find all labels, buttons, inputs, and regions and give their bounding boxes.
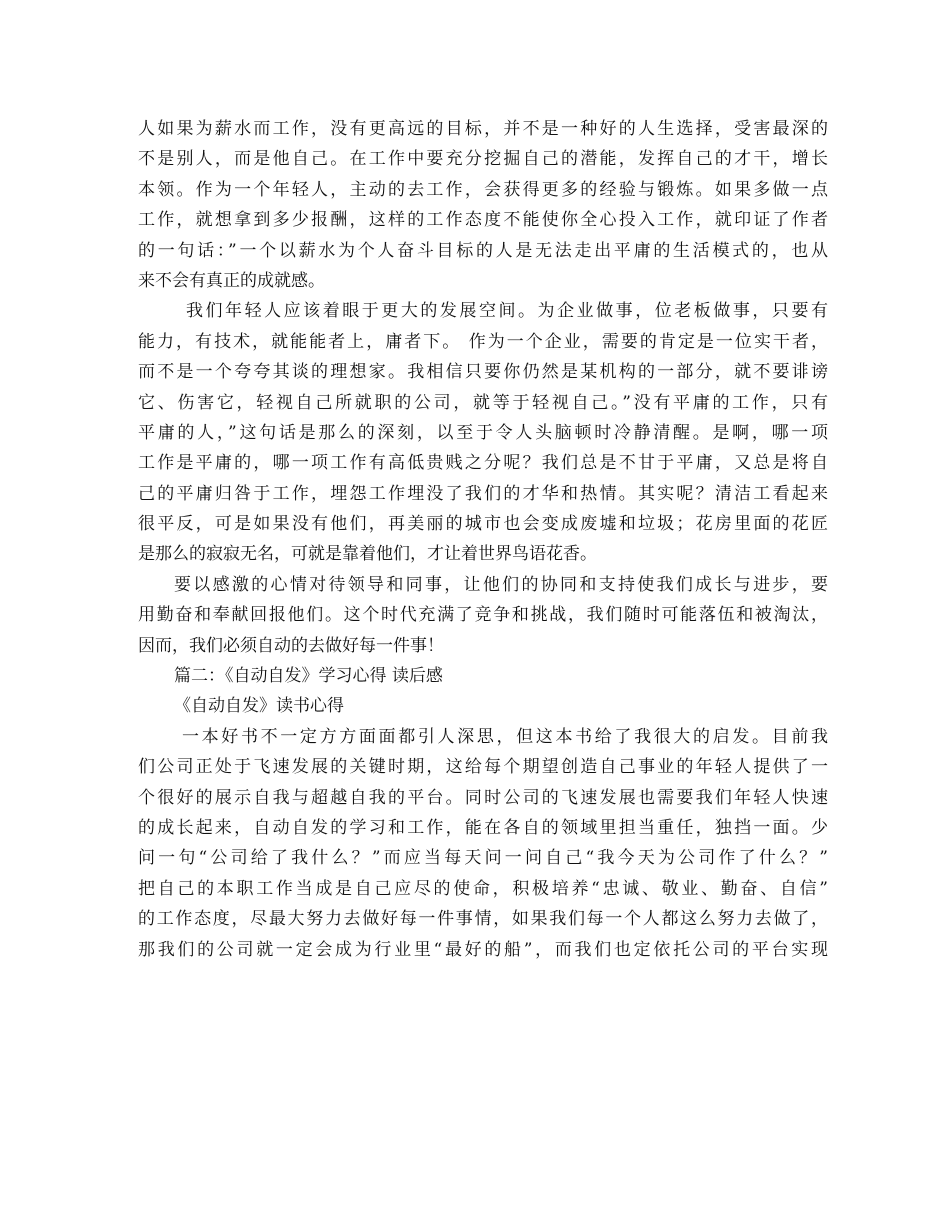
- text-line: 不是别人，而是他自己。在工作中要充分挖掘自己的潜能，发挥自己的才干，增长: [138, 149, 828, 170]
- text-line: 平庸的人，”这句话是那么的深刻，以至于令人头脑顿时冷静清醒。是啊，哪一项: [138, 422, 828, 443]
- text-line: 人如果为薪水而工作，没有更高远的目标，并不是一种好的人生选择，受害最深的: [138, 119, 828, 139]
- text-line: 我们年轻人应该着眼于更大的发展空间。为企业做事，位老板做事，只要有: [186, 301, 828, 322]
- text-line: 那我们的公司就一定会成为行业里“最好的船”，而我们也定依托公司的平台实现: [138, 939, 828, 960]
- text-line: 把自己的本职工作当成是自己应尽的使命，积极培养“忠诚、敬业、勤奋、自信”: [138, 878, 828, 899]
- text-line: 本领。作为一个年轻人，主动的去工作，会获得更多的经验与锻炼。如果多做一点: [138, 179, 828, 200]
- text-line: 用勤奋和奉献回报他们。这个时代充满了竞争和挑战，我们随时可能落伍和被淘汰，: [138, 605, 828, 626]
- text-line: 的成长起来，自动自发的学习和工作，能在各自的领域里担当重任，独挡一面。少: [138, 817, 828, 838]
- text-line: 它、伤害它，轻视自己所就职的公司，就等于轻视自己。”没有平庸的工作，只有: [138, 392, 828, 413]
- text-line: 能力，有技术，就能能者上，庸者下。 作为一个企业，需要的肯定是一位实干者，: [138, 331, 828, 352]
- text-line: 因而，我们必须自动的去做好每一件事！: [138, 635, 444, 656]
- text-line: 要以感激的心情对待领导和同事，让他们的协同和支持使我们成长与进步，要: [174, 574, 828, 595]
- text-line: 很平反，可是如果没有他们，再美丽的城市也会变成废墟和垃圾；花房里面的花匠: [138, 514, 828, 535]
- text-line: 来不会有真正的成就感。: [138, 270, 325, 291]
- text-line: 个很好的展示自我与超越自我的平台。同时公司的飞速发展也需要我们年轻人快速: [138, 787, 828, 808]
- text-line: 是那么的寂寂无名，可就是靠着他们，才让着世界鸟语花香。: [138, 544, 597, 565]
- text-line: 篇二：《自动自发》学习心得 读后感: [174, 666, 443, 687]
- text-line: 工作，就想拿到多少报酬，这样的工作态度不能使你全心投入工作，就印证了作者: [138, 210, 828, 231]
- text-line: 工作是平庸的，哪一项工作有高低贵贱之分呢？我们总是不甘于平庸，又总是将自: [138, 453, 828, 474]
- document-body: [138, 114, 828, 965]
- text-line: 而不是一个夸夸其谈的理想家。我相信只要你仍然是某机构的一部分，就不要诽谤: [138, 362, 828, 383]
- text-line: 的一句话：”一个以薪水为个人奋斗目标的人是无法走出平庸的生活模式的，也从: [138, 240, 828, 261]
- text-line: 的工作态度，尽最大努力去做好每一件事情，如果我们每一个人都这么努力去做了，: [138, 909, 828, 930]
- text-line: 己的平庸归咎于工作，埋怨工作埋没了我们的才华和热情。其实呢？清洁工看起来: [138, 483, 828, 504]
- text-line: 《自动自发》读书心得: [174, 696, 344, 717]
- text-line: 们公司正处于飞速发展的关键时期，这给每个期望创造自己事业的年轻人提供了一: [138, 757, 828, 778]
- text-line: 一本好书不一定方方面面都引人深思，但这本书给了我很大的启发。目前我: [182, 726, 828, 747]
- text-line: 问一句“公司给了我什么？”而应当每天问一问自己“我今天为公司作了什么？”: [138, 848, 828, 869]
